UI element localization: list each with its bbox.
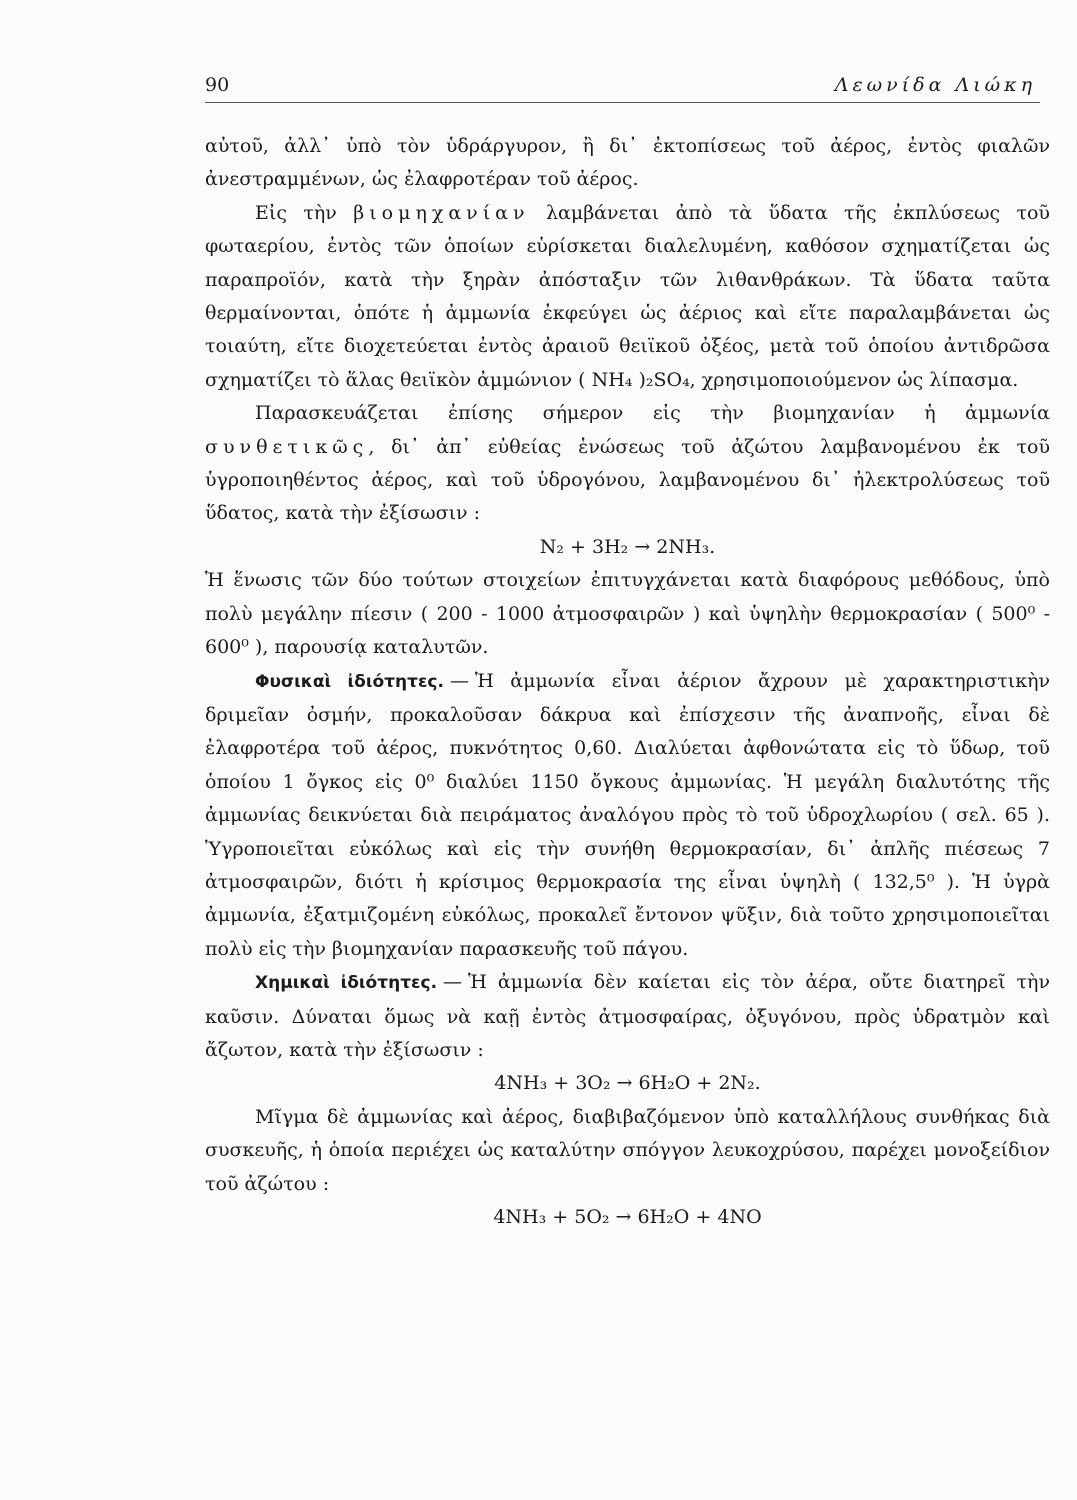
paragraph-2 <box>205 197 1050 397</box>
paragraph-3-body: , δι᾽ ἀπ᾽ εὐθείας ἑνώσεως τοῦ ἀζώτου λαμβανομένου ἐκ τοῦ ὑγροποιηθέντος ἀέρος, καὶ τοῦ ὑδρογόνου, λαμβανομένου δι᾽ ἠλεκτρολύσεως τοῦ ὕδατος, κατὰ τὴν ἐξίσωσιν : <box>205 435 1050 525</box>
body-text <box>205 130 1050 1234</box>
equation-combustion: 4NH₃ + 3O₂ → 6H₂O + 2N₂. <box>494 1072 761 1095</box>
paragraph-2-lead: Εἰς τὴν <box>255 201 337 224</box>
page-header <box>205 72 1040 103</box>
heading-physical-properties: Φυσικαὶ ἰδιότητες. <box>255 671 444 692</box>
heading-chemical-properties: Χημικαὶ ἰδιότητες. <box>255 973 438 994</box>
paragraph-3-lead: Παρασκευάζεται ἐπίσης σήμερον εἰς τὴν βιομηχανίαν ἡ ἀμμωνία <box>255 402 1050 425</box>
paragraph-2-body: λαμβάνεται ἀπὸ τὰ ὕδατα τῆς ἐκπλύσεως τοῦ φωταερίου, ἐντὸς τῶν ὁποίων εὑρίσκεται διαλελυμένη, καθόσον σχηματίζεται ὡς παραπροϊόν, κατὰ τὴν ξηρὰν ἀπόσταξιν τῶν λιθανθράκων. Τὰ ὕδατα ταῦτα θερμαίνονται, ὁπότε ἡ ἀμμωνία ἐκφεύγει ὡς ἀέριος καὶ εἴτε παραλαμβάνεται ὡς τοιαύτη, εἴτε διοχετεύεται ἐντὸς ἀραιοῦ θειϊκοῦ ὀξέος, μετὰ τοῦ ὁποίου ἀντιδρῶσα σχηματίζει τὸ ἅλας θειϊκὸν ἀμμώνιον ( NH₄ )₂SO₄, χρησιμοποιούμενον ὡς λίπασμα. <box>205 201 1050 391</box>
paragraph-physical-properties <box>205 665 1050 967</box>
paragraph-1: αὐτοῦ, ἀλλ᾽ ὑπὸ τὸν ὑδράργυρον, ἢ δι᾽ ἐκτοπίσεως τοῦ ἀέρος, ἐντὸς φιαλῶν ἀνεστραμμένων, ὡς ἐλαφροτέραν τοῦ ἀέρος. <box>205 135 1050 191</box>
page-number: 90 <box>205 74 230 96</box>
paragraph-3 <box>205 397 1050 531</box>
emphasis-synthetically: συνθετικῶς <box>205 435 369 458</box>
paragraph-7: Μῖγμα δὲ ἀμμωνίας καὶ ἀέρος, διαβιβαζόμενον ὑπὸ καταλλήλους συνθήκας διὰ συσκευῆς, ἡ ὁποία περιέχει ὡς καταλύτην σπόγγον λευκοχρύσου, παρέχει μονοξείδιον τοῦ ἀζώτου : <box>205 1105 1050 1195</box>
dash: — <box>449 669 469 692</box>
running-head-author: Λεωνίδα Λιώκη <box>834 74 1036 96</box>
physical-properties-text: Ἡ ἀμμωνία εἶναι ἀέριον ἄχρουν μὲ χαρακτηριστικὴν δριμεῖαν ὀσμήν, προκαλοῦσαν δάκρυα καὶ ἐπίσχεσιν τῆς ἀναπνοῆς, εἶναι δὲ ἐλαφροτέρα τοῦ ἀέρος, πυκνότητος 0,60. Διαλύεται ἀφθονώτατα εἰς τὸ ὕδωρ, τοῦ ὁποίου 1 ὄγκος εἰς 0⁰ διαλύει 1150 ὄγκους ἀμμωνίας. Ἡ μεγάλη διαλυτότης τῆς ἀμμωνίας δεικνύεται διὰ πειράματος ἀναλόγου πρὸς τὸ τοῦ ὑδροχλωρίου ( σελ. 65 ). Ὑγροποιεῖται εὐκόλως καὶ εἰς τὴν συνήθη θερμοκρασίαν, δι᾽ ἁπλῆς πιέσεως 7 ἀτμοσφαιρῶν, διότι ἡ κρίσιμος θερμοκρασία της εἶναι ὑψηλὴ ( 132,5⁰ ). Ἡ ὑγρὰ ἀμμωνία, ἐξατμιζομένη εὐκόλως, προκαλεῖ ἔντονον ψῦξιν, διὰ τοῦτο χρησιμοποιεῖται πολὺ εἰς τὴν βιομηχανίαν παρασκευῆς τοῦ πάγου. <box>205 669 1051 960</box>
paragraph-4: Ἡ ἕνωσις τῶν δύο τούτων στοιχείων ἐπιτυγχάνεται κατὰ διαφόρους μεθόδους, ὑπὸ πολὺ μεγάλην πίεσιν ( 200 - 1000 ἀτμοσφαιρῶν ) καὶ ὑψηλὴν θερμοκρασίαν ( 500⁰ - 600⁰ ), παρουσίᾳ καταλυτῶν. <box>205 569 1050 659</box>
emphasis-industry: βιομηχανίαν <box>353 201 530 224</box>
dash: — <box>443 971 463 994</box>
paragraph-chemical-properties <box>205 966 1050 1067</box>
chemical-properties-text: Ἡ ἀμμωνία δὲν καίεται εἰς τὸν ἀέρα, οὔτε διατηρεῖ τὴν καῦσιν. Δύναται ὅμως νὰ καῇ ἐντὸς ἀτμοσφαίρας, ὀξυγόνου, πρὸς ὑδρατμὸν καὶ ἄζωτον, κατὰ τὴν ἐξίσωσιν : <box>205 971 1050 1061</box>
equation-oxidation: 4NH₃ + 5O₂ → 6H₂O + 4NO <box>493 1206 762 1228</box>
equation-synthesis: N₂ + 3H₂ → 2NH₃. <box>539 535 716 558</box>
